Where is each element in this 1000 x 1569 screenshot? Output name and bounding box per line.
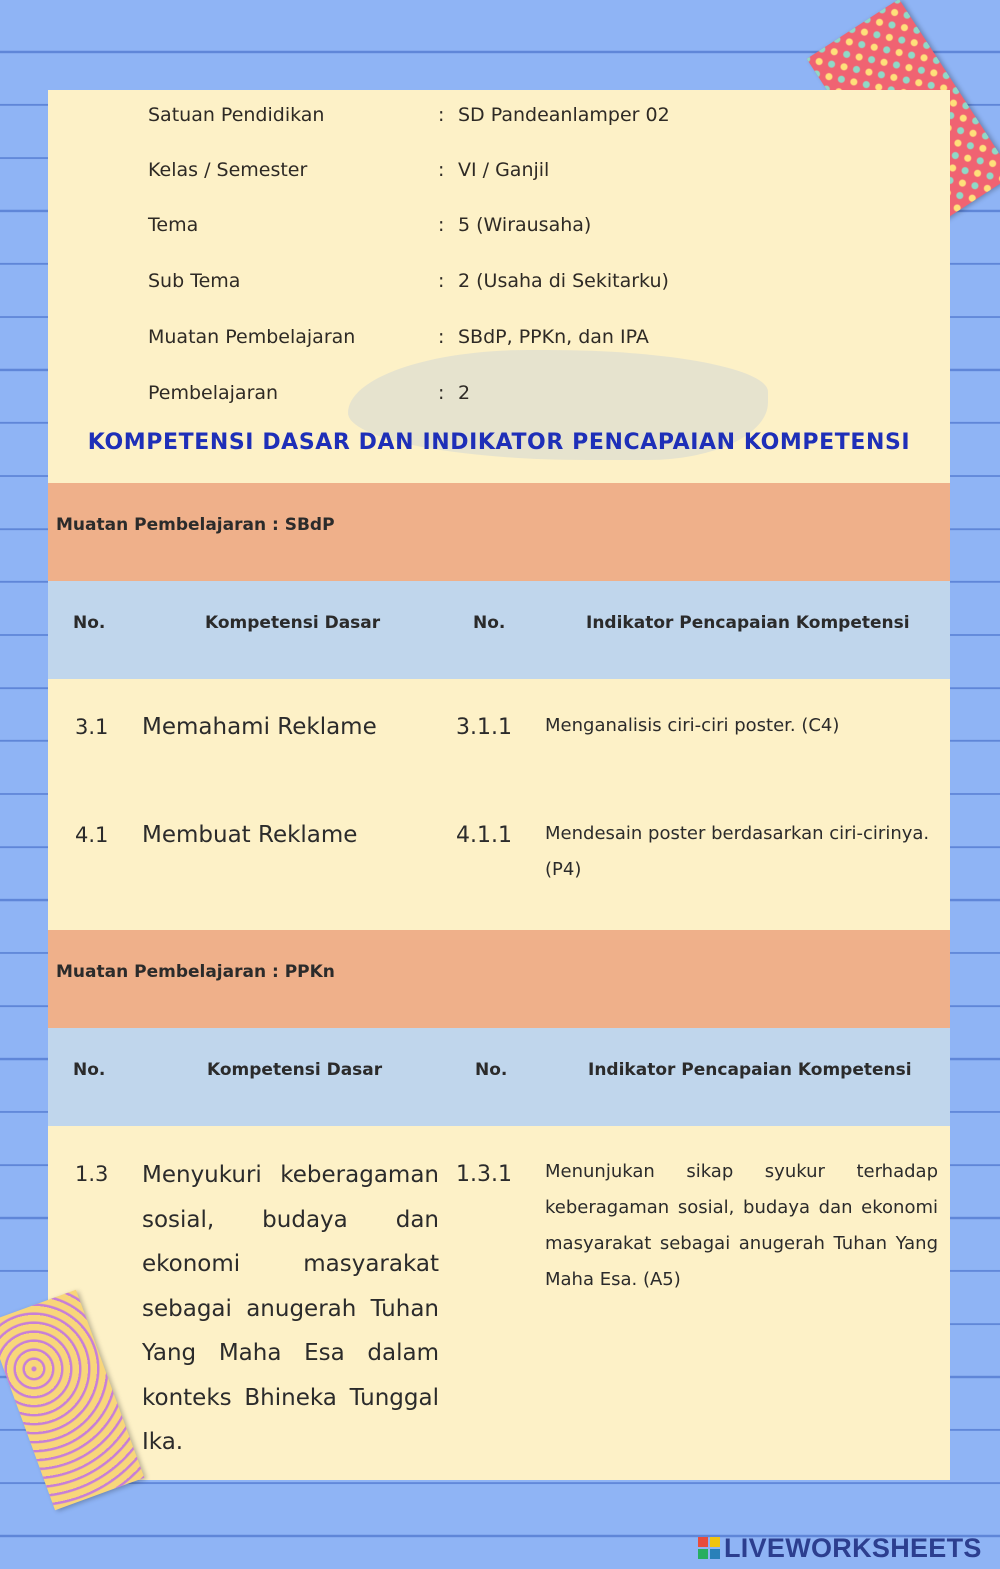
info-label: Satuan Pendidikan	[148, 104, 325, 126]
ipk-number: 4.1.1	[456, 823, 512, 848]
ipk-number: 3.1.1	[456, 715, 512, 740]
info-colon: :	[438, 270, 445, 292]
brand-name: LIVEWORKSHEETS	[724, 1532, 982, 1563]
column-header-no: No.	[73, 1060, 106, 1080]
ipk-number: 1.3.1	[456, 1162, 512, 1187]
section-heading-label: Muatan Pembelajaran : SBdP	[56, 515, 335, 535]
info-colon: :	[438, 159, 445, 181]
worksheet-page	[48, 90, 950, 1480]
info-label: Kelas / Semester	[148, 159, 308, 181]
column-header-no: No.	[73, 613, 106, 633]
column-header-kd: Kompetensi Dasar	[207, 1060, 383, 1080]
column-header-no: No.	[475, 1060, 508, 1080]
info-value: SD Pandeanlamper 02	[458, 104, 670, 126]
kd-number: 1.3	[75, 1162, 109, 1186]
info-value: 5 (Wirausaha)	[458, 214, 592, 236]
page-title: KOMPETENSI DASAR DAN INDIKATOR PENCAPAIAN KOMPETENSI	[87, 430, 911, 455]
info-value: 2	[458, 382, 471, 404]
info-colon: :	[438, 326, 445, 348]
section-heading-sbdp	[48, 483, 950, 581]
kd-number: 4.1	[75, 823, 109, 847]
liveworksheets-icon	[698, 1537, 720, 1559]
ipk-text: Menunjukan sikap syukur terhadap keberagaman sosial, budaya dan ekonomi masyarakat sebagai anugerah Tuhan Yang Maha Esa. (A5)	[545, 1161, 938, 1290]
info-label: Pembelajaran	[148, 382, 279, 404]
section-heading-ppkn	[48, 930, 950, 1028]
ipk-text: Menganalisis ciri-ciri poster. (C4)	[545, 715, 840, 736]
info-label: Muatan Pembelajaran	[148, 326, 356, 348]
column-header-row	[48, 1028, 950, 1126]
info-value: 2 (Usaha di Sekitarku)	[458, 270, 669, 292]
section-heading-label: Muatan Pembelajaran : PPKn	[56, 962, 335, 982]
column-header-row	[48, 581, 950, 679]
info-label: Tema	[148, 214, 199, 236]
info-colon: :	[438, 214, 445, 236]
kd-text: Memahami Reklame	[142, 714, 377, 740]
column-header-no: No.	[473, 613, 506, 633]
info-label: Sub Tema	[148, 270, 241, 292]
kd-text: Menyukuri keberagaman sosial, budaya dan ekonomi masyarakat sebagai anugerah Tuhan Yang Maha Esa dalam konteks Bhineka Tunggal Ika.	[142, 1162, 439, 1455]
ipk-text: Mendesain poster berdasarkan ciri-cirinya. (P4)	[545, 823, 930, 880]
kd-text: Membuat Reklame	[142, 822, 358, 848]
info-colon: :	[438, 382, 445, 404]
info-colon: :	[438, 104, 445, 126]
column-header-ipk: Indikator Pencapaian Kompetensi	[586, 613, 910, 633]
column-header-kd: Kompetensi Dasar	[205, 613, 381, 633]
info-value: SBdP, PPKn, dan IPA	[458, 326, 649, 348]
liveworksheets-logo	[698, 1532, 982, 1564]
kd-number: 3.1	[75, 715, 109, 739]
column-header-ipk: Indikator Pencapaian Kompetensi	[588, 1060, 912, 1080]
info-value: VI / Ganjil	[458, 159, 550, 181]
